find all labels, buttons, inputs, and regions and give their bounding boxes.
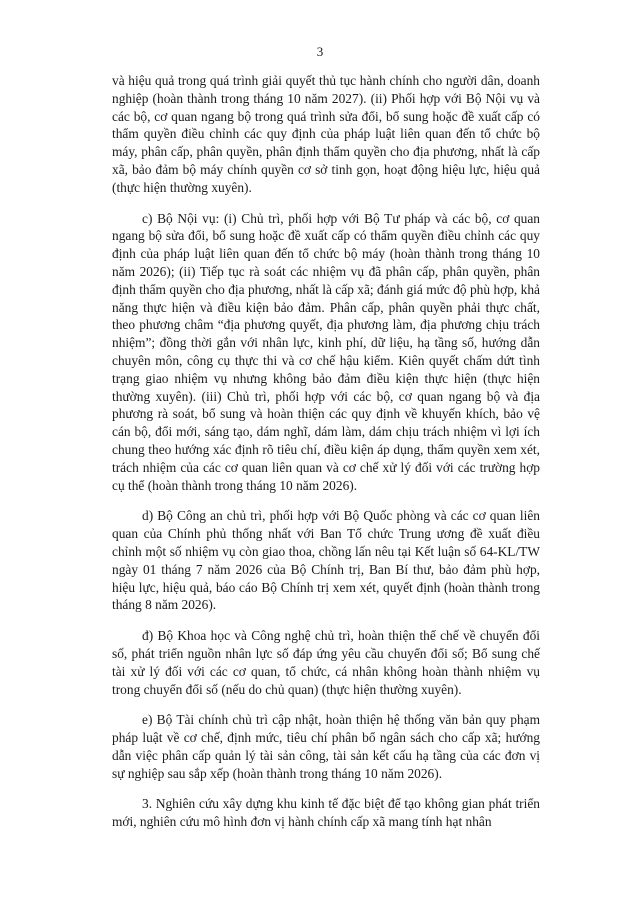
paragraph-c-ministry-of-home-affairs: c) Bộ Nội vụ: (i) Chủ trì, phối hợp với Bộ Tư pháp và các bộ, cơ quan ngang bộ sửa đổi, bổ sung hoặc đề xuất cấp có thẩm quyền điều chỉnh các quy định của pháp luật liên quan đến tổ chức bộ máy (hoàn thành trong tháng 10 năm 2026); (ii) Tiếp tục rà soát các nhiệm vụ đã phân cấp, phân quyền, phân định thẩm quyền cho địa phương, nhất là cấp xã; đánh giá mức độ phù hợp, khả năng thực hiện và điều kiện bảo đảm. Phân cấp, phân quyền phải thực chất, theo phương châm “địa phương quyết, địa phương làm, địa phương chịu trách nhiệm”; đồng thời gắn với nhân lực, kinh phí, dữ liệu, hạ tầng số, hướng dẫn chuyên môn, công cụ thực thi và cơ chế hậu kiểm. Kiên quyết chấm dứt tình trạng giao nhiệm vụ nhưng không bảo đảm điều kiện thực hiện (thực hiện thường xuyên). (iii) Chủ trì, phối hợp với các bộ, cơ quan ngang bộ và địa phương rà soát, bổ sung và hoàn thiện các quy định về khuyến khích, bảo vệ cán bộ, đổi mới, sáng tạo, dám nghĩ, dám làm, dám chịu trách nhiệm vì lợi ích chung theo hướng xác định rõ tiêu chí, điều kiện áp dụng, thẩm quyền xem xét, trách nhiệm của các cơ quan liên quan và cơ chế xử lý đối với các trường hợp cụ thể (hoàn thành trong tháng 10 năm 2026). — [112, 210, 540, 493]
paragraph-dd-ministry-of-science-technology: đ) Bộ Khoa học và Công nghệ chủ trì, hoàn thiện thể chế về chuyển đổi số, phát triển nguồn nhân lực số đáp ứng yêu cầu chuyển đổi số; Bổ sung chế tài xử lý đối với các cơ quan, tổ chức, cá nhân không hoàn thành nhiệm vụ trong chuyển đổi số (nếu do chủ quan) (thực hiện thường xuyên). — [112, 628, 540, 697]
paragraph-d-ministry-of-public-security: d) Bộ Công an chủ trì, phối hợp với Bộ Quốc phòng và các cơ quan liên quan của Chính phủ thống nhất với Ban Tổ chức Trung ương đề xuất điều chỉnh một số nhiệm vụ còn giao thoa, chồng lấn nêu tại Kết luận số 64-KL/TW ngày 01 tháng 7 năm 2026 của Bộ Chính trị, Ban Bí thư, bảo đảm phù hợp, hiệu lực, hiệu quả, báo cáo Bộ Chính trị xem xét, quyết định (hoàn thành trong tháng 8 năm 2026). — [112, 508, 540, 613]
paragraph-e-ministry-of-finance: e) Bộ Tài chính chủ trì cập nhật, hoàn thiện hệ thống văn bản quy phạm pháp luật về cơ chế, định mức, tiêu chí phân bổ ngân sách cho cấp xã; hướng dẫn việc phân cấp quản lý tài sản công, tài sản kết cấu hạ tầng của các đơn vị sự nghiệp sau sắp xếp (hoàn thành trong tháng 10 năm 2026). — [112, 712, 540, 781]
page-number: 3 — [316, 44, 324, 59]
document-body — [112, 72, 540, 831]
paragraph-continuation: và hiệu quả trong quá trình giải quyết thủ tục hành chính cho người dân, doanh nghiệp (hoàn thành trong tháng 10 năm 2027). (ii) Phối hợp với Bộ Nội vụ và các bộ, cơ quan ngang bộ trong quá trình sửa đổi, bổ sung hoặc đề xuất cấp có thẩm quyền điều chỉnh các quy định của pháp luật liên quan đến tổ chức bộ máy, phân cấp, phân quyền, phân định thẩm quyền cho địa phương, nhất là cấp xã, bảo đảm bộ máy chính quyền cơ sở tinh gọn, hoạt động hiệu lực, hiệu quả (thực hiện thường xuyên). — [112, 73, 540, 195]
paragraph-section-3: 3. Nghiên cứu xây dựng khu kinh tế đặc biệt để tạo không gian phát triển mới, nghiên cứu mô hình đơn vị hành chính cấp xã mang tính hạt nhân — [112, 796, 540, 830]
